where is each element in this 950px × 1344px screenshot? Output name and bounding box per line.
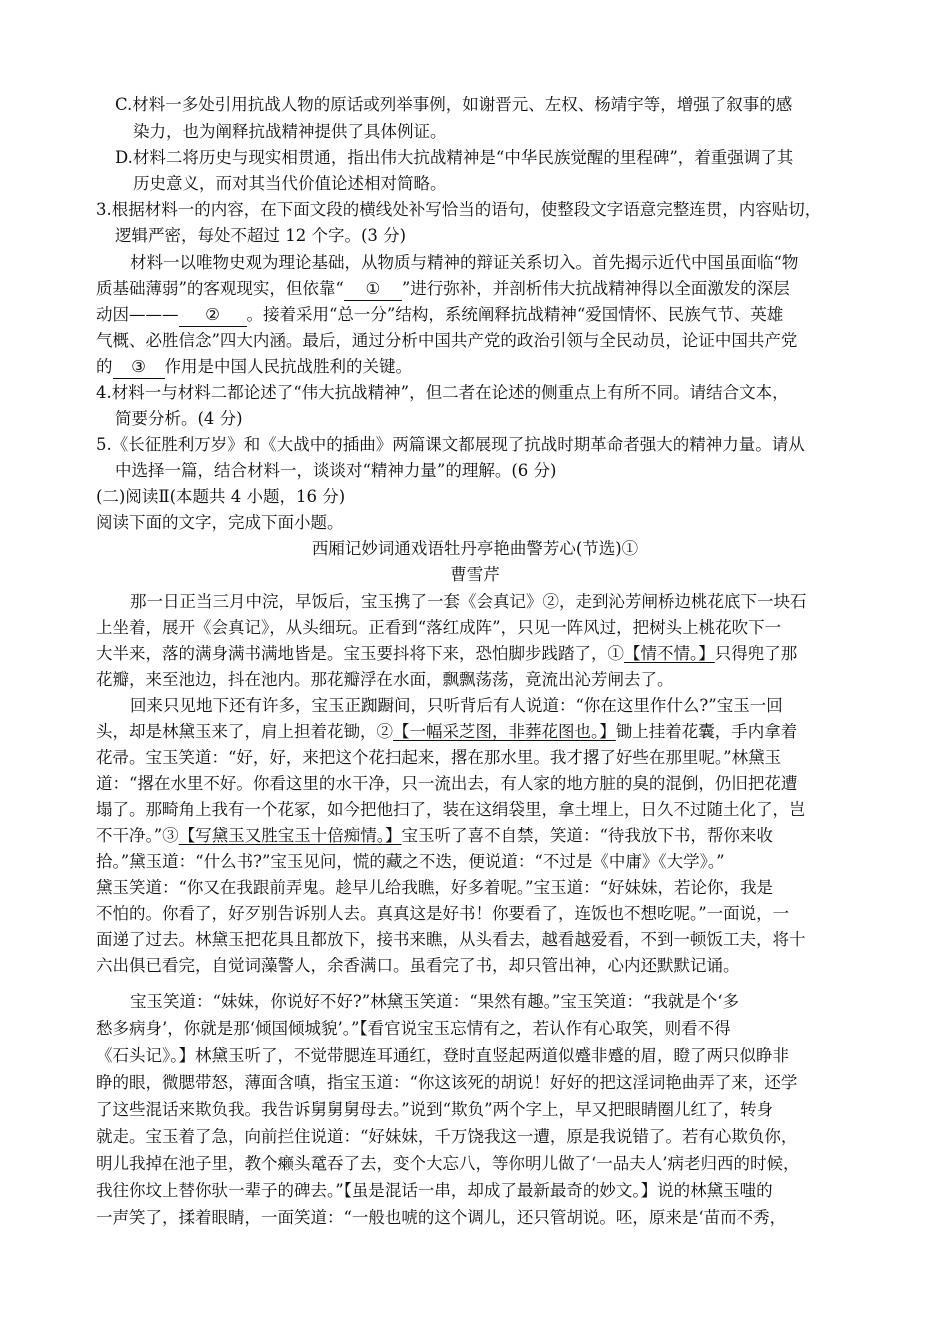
passage-p2-line2: [96, 719, 797, 745]
question-3-line1: 3.根据材料一的内容，在下面文段的横线处补写恰当的语句，使整段文字语意完整连贯，内容贴切，: [96, 200, 822, 219]
question-4-line2: 简要分析。(4 分): [115, 409, 243, 428]
passage-p2-line1: 回来只见地下还有许多，宝玉正踟蹰间，只听背后有人说道：“你在这里作什么?”宝玉一回: [130, 696, 783, 715]
passage-p3-line6: 就走。宝玉着了急，向前拦住说道：“好妹妹，千万饶我这一遭，原是我说错了。若有心欺负你，: [96, 1127, 798, 1146]
passage-p3-line3: 《石头记》。】林黛玉听了，不觉带腮连耳通红，登时直竖起两道似蹙非蹙的眉，瞪了两只似睁非: [96, 1046, 789, 1065]
passage-p3-line9: 一声笑了，揉着眼睛，一面笑道：“一般也唬的这个调儿，还只管胡说。呸，原来是‘苗而不秀，: [96, 1208, 787, 1227]
passage-p3-line4: 睁的眼，微腮带怒，薄面含嗔，指宝玉道：“你这该死的胡说！好好的把这淫词艳曲弄了来，还学: [96, 1073, 798, 1092]
passage-p1-line3: [96, 641, 797, 667]
question-3-line2: 逻辑严密，每处不超过 12 个字。(3 分): [115, 226, 407, 245]
q3-passage-line3: [96, 302, 783, 328]
passage-text: 不干净。”③: [96, 826, 179, 845]
q3-text: ”进行弥补，并剖析伟大抗战精神得以全面激发的深层: [401, 279, 790, 298]
passage-p2-line3: 花帚。宝玉笑道：“好，好，来把这个花扫起来，撂在那水里。我才撂了好些在那里呢。”林黛玉: [96, 748, 782, 767]
passage-p3-line7: 明儿我掉在池子里，教个癞头鼋吞了去，变个大忘八，等你明儿做了‘一品夫人’病老归西的时候，: [96, 1154, 800, 1173]
passage-p2-line7: 拾。”黛玉道：“什么书?”宝玉见问，慌的藏之不迭，便说道：“不过是《中庸》《大学》。”: [96, 852, 725, 871]
passage-p2-line10: 面递了过去。林黛玉把花具且都放下，接书来瞧，从头看去，越看越爱看，不到一顿饭工夫，将十: [96, 930, 806, 949]
q3-text: 作用是中国人民抗战胜利的关键。: [164, 357, 412, 376]
fill-blank-3[interactable]: ③: [113, 356, 165, 379]
passage-text: 宝玉听了喜不自禁，笑道：“待我放下书，帮你来收: [401, 826, 773, 845]
question-5-line2: 中选择一篇，结合材料一，谈谈对“精神力量”的理解。(6 分): [115, 461, 557, 480]
option-c-line2: 染力，也为阐释抗战精神提供了具体例证。: [133, 122, 447, 141]
passage-text: 只得兜了那: [714, 644, 798, 663]
passage-text: 锄上挂着花囊，手内拿着: [615, 722, 798, 741]
passage-title: 西厢记妙词通戏语牡丹亭艳曲警芳心(节选)①: [311, 539, 639, 558]
option-c-line1: C.材料一多处引用抗战人物的原话或列举事例，如谢晋元、左权、杨靖宇等，增强了叙事的感: [115, 95, 793, 114]
annotation-2: 【一幅采芝图，非葬花图也。】: [393, 722, 616, 741]
option-d-line1: D.材料二将历史与现实相贯通，指出伟大抗战精神是“中华民族觉醒的里程碑”，着重强调了其: [115, 148, 794, 167]
fill-blank-1[interactable]: ①: [344, 278, 402, 301]
passage-p2-line11: 六出俱已看完，自觉词藻警人，余香满口。虽看完了书，却只管出神，心内还默默记诵。: [96, 956, 740, 975]
passage-p1-line2: 上坐着，展开《会真记》，从头细玩。正看到“落红成阵”，只见一阵风过，把树头上桃花吹下一: [96, 618, 782, 637]
passage-p3-line8: 我往你坟上替你驮一辈子的碑去。”【虽是混话一串，却成了最新最奇的妙文。】说的林黛玉嗤的: [96, 1181, 773, 1200]
passage-p2-line4: 道：“撂在水里不好。你看这里的水干净，只一流出去，有人家的地方脏的臭的混倒，仍旧把花遭: [96, 774, 798, 793]
q3-text: 。接着采用“总一分”结构，系统阐释抗战精神“爱国情怀、民族气节、英雄: [246, 305, 784, 324]
passage-text: 头，却是林黛玉来了，肩上担着花锄，②: [96, 722, 393, 741]
q3-passage-line2: [96, 276, 790, 302]
annotation-3: 【写黛玉又胜宝玉十倍痴情。】: [178, 826, 402, 845]
passage-p3-line2: 愁多病身’，你就是那‘倾国倾城貌’。”【看官说宝玉忘情有之，若认作有心取笑，则看不得: [96, 1019, 731, 1038]
passage-text: 大半来，落的满身满书满地皆是。宝玉要抖将下来，恐怕脚步践踏了，①: [96, 644, 624, 663]
q3-passage-line5: [96, 354, 412, 380]
passage-p3-line5: 了这些混话来欺负我。我告诉舅舅舅母去。”说到“欺负”两个字上，早又把眼睛圈儿红了，转身: [96, 1100, 774, 1119]
option-d-line2: 历史意义，而对其当代价值论述相对简略。: [133, 174, 447, 193]
passage-p1-line1: 那一日正当三月中浣，早饭后，宝玉携了一套《会真记》②，走到沁芳闸桥边桃花底下一块石: [130, 592, 807, 611]
q3-passage-line1: 材料一以唯物史观为理论基础，从物质与精神的辩证关系切入。首先揭示近代中国虽面临“物: [130, 253, 799, 272]
q3-passage-line4: 气概、必胜信念”四大内涵。最后，通过分析中国共产党的政治引领与全民动员，论证中国共产党: [96, 331, 798, 350]
annotation-1: 【情不情。】: [624, 644, 715, 663]
section-heading: (二)阅读Ⅱ(本题共 4 小题，16 分): [96, 487, 346, 506]
passage-p2-line5: 塌了。那畸角上我有一个花冢，如今把他扫了，装在这绢袋里，拿土埋上，日久不过随土化了，岂: [96, 800, 806, 819]
passage-p2-line6: [96, 823, 773, 849]
q3-text: 质基础薄弱”的客观现实，但依靠“: [96, 279, 344, 298]
q3-text: 动因———: [96, 305, 179, 324]
section-instruction: 阅读下面的文字，完成下面小题。: [96, 513, 344, 532]
question-5-line1: 5.《长征胜利万岁》和《大战中的插曲》两篇课文都展现了抗战时期革命者强大的精神力量。请从: [96, 435, 805, 454]
passage-p2-line8: 黛玉笑道：“你又在我跟前弄鬼。趁早儿给我瞧，好多着呢。”宝玉道：“好妹妹，若论你，我是: [96, 878, 774, 897]
fill-blank-2[interactable]: ②: [179, 304, 247, 327]
question-4-line1: 4.材料一与材料二都论述了“伟大抗战精神”，但二者在论述的侧重点上有所不同。请结合文本，: [96, 383, 789, 402]
q3-text: 的: [96, 357, 113, 376]
passage-p3-line1: 宝玉笑道：“妹妹，你说好不好?”林黛玉笑道：“果然有趣。”宝玉笑道：“我就是个‘多: [130, 992, 740, 1011]
passage-author: 曹雪芹: [450, 565, 500, 584]
passage-p2-line9: 不怕的。你看了，好歹别告诉别人去。真真这是好书！你要看了，连饭也不想吃呢。”一面说，一: [96, 904, 790, 923]
passage-p1-line4: 花瓣，来至池边，抖在池内。那花瓣浮在水面，飘飘荡荡，竟流出沁芳闸去了。: [96, 670, 674, 689]
